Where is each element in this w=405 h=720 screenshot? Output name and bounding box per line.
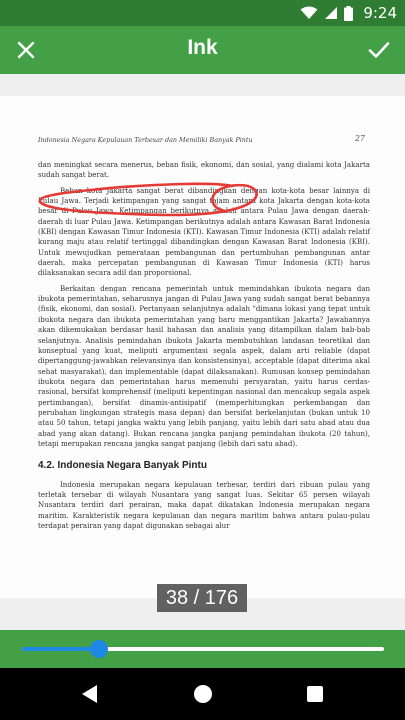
running-header: Indonesia Negara Kepulauan Terbesar dan Memiliki Banyak Pintu (38, 136, 253, 144)
document-page[interactable] (0, 96, 405, 598)
battery-icon (344, 6, 353, 21)
back-button[interactable] (76, 680, 104, 708)
page-body (38, 160, 370, 536)
recents-button[interactable] (301, 680, 329, 708)
app-bar (0, 26, 405, 74)
status-bar (0, 0, 405, 26)
page-slider-fill (22, 647, 99, 651)
page-indicator: 38 / 176 (157, 584, 247, 612)
status-time: 9:24 (363, 4, 397, 22)
wifi-icon (300, 6, 318, 20)
home-button[interactable] (189, 680, 217, 708)
check-icon (368, 41, 390, 59)
page-slider-track[interactable] (22, 647, 384, 651)
paragraph: Beban kota Jakarta sangat berat dibandingkan dengan kota-kota besar lainnya di Pulau Jawa. Terjadi ketimpangan yang sangat tajam antara kota Jakarta dengan kota-kota besar di Pulau Jawa. Ketimpangan berikutnya adalah antara Pulau Jawa dengan daerah-daerah di luar Pulau Jawa. Ketimpangan berikutnya adalah antara Kawasan Barat Indonesia (KBI) dengan Kawasan Timur Indonesia (KTI). Kawasan Timur Indonesia (KTI) adalah relatif kurang maju atau relatif tertinggal dibandingkan dengan Kawasan Barat Indonesia (KBI). Untuk mewujudkan pemerataan pembangunan dan pertumbuhan pembangunan antar daerah, maka percepatan pembangunan di Kawasan Timur Indonesia (KTI) harus dilaksanakan secara adil dan proporsional. (38, 185, 370, 278)
navigation-bar (0, 668, 405, 720)
paragraph: Indonesia merupakan negara kepulauan terbesar, terdiri dari ribuan pulau yang terletak tersebar di wilayah Nusantara yang sangat luas. Sekitar 65 persen wilayah Nusantara terdiri dari perairan, maka dapat dikatakan Indonesia merupakan negara maritim. Karakteristik negara kepulauan dan negara maritim bahwa antara pulau-pulau terdapat perairan yang dapat digunakan sebagai alur (38, 479, 370, 530)
page-slider-thumb[interactable] (90, 640, 108, 658)
page-slider-panel (0, 630, 405, 668)
page-number: 27 (354, 134, 365, 143)
paragraph: dan meningkat secara menerus, beban fisik, ekonomi, dan sosial, yang dialami kota Jakarta sudah sangat berat. (38, 160, 370, 180)
back-triangle-icon (81, 684, 99, 704)
paragraph: Berkaitan dengan rencana pemerintah untuk memindahkan ibukota negara dan ibukota pemerintahan, seharusnya jangan di Pulau Jawa yang sudah sangat berat bebannya (fisik, ekonomi, dan sosial). Pertanyaan selanjutnya adalah "dimana lokasi yang tepat untuk ibukota negara dan ibukota pemerintahan yang baru menggantikan Jakarta? Jawabannya akan dikemukakan berdasar hasil bahasan dan analisis yang ditampilkan dalam bab-bab selanjutnya. Analisis pemindahan ibukota Jakarta membutuhkan landasan teoretikal dan konseptual yang kuat, meliputi argumentasi segala aspek, dalam arti reliable (dapat dipertanggung-jawabkan relevansinya dan konsistensinya), acceptable (dapat diterima akal sehat masyarakat), dan implementable (dapat dilaksanakan). Rumusan konsep pemindahan ibukota negara dan pemerintahan harus memenuhi persyaratan, yaitu harus cerdas-rasional, bersifat komprehensif (meliputi kepentingan nasional dan mencakup segala aspek pertimbangan), bersifat dinamis-antisipatif (memperhitungkan perkembangan dan perubahan lingkungan strategis masa depan) dan bersifat berkelanjutan (bukan untuk 10 atau 50 tahun, tetapi jangka waktu yang lebih panjang, yaitu lebih dari satu abad atau dua abad yang akan datang). Bukan rencana jangka panjang pemindahan ibukota (20 tahun), tetapi merupakan rencana jangka sangat panjang (lebih dari satu abad). (38, 283, 370, 448)
document-viewer[interactable] (0, 74, 405, 630)
done-button[interactable] (361, 32, 397, 68)
section-heading: 4.2. Indonesia Negara Banyak Pintu (38, 460, 207, 472)
recents-square-icon (306, 685, 324, 703)
cell-signal-icon (324, 6, 338, 20)
app-title: Ink (187, 36, 218, 59)
home-circle-icon (193, 684, 213, 704)
status-icons (300, 4, 397, 22)
